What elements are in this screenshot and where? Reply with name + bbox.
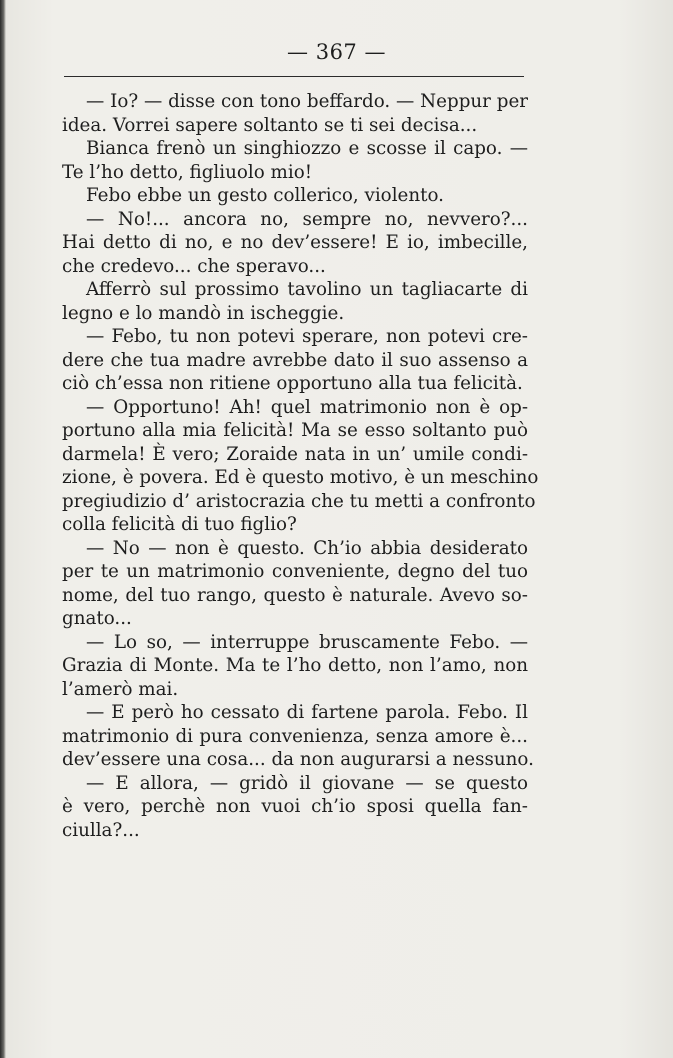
text-line: legno e lo mandò in ischeggie.	[62, 302, 345, 324]
text-line: — E allora, — gridò il giovane — se questo	[86, 772, 528, 794]
text-line: dev’essere una cosa... da non augurarsi a nessuno.	[62, 749, 534, 770]
text-line: — Opportuno! Ah! quel matrimonio non è op-	[86, 396, 528, 418]
text-line: Hai detto di no, e no dev’essere! E io, imbecille,	[62, 232, 528, 253]
text-line: ciò ch’essa non ritiene opportuno alla tua felicità.	[62, 373, 523, 394]
text-line: Afferrò sul prossimo tavolino un tagliacarte di	[86, 279, 528, 300]
text-line: che credevo... che speravo...	[62, 255, 326, 277]
text-line: ciulla?...	[62, 819, 140, 841]
text-line: portuno alla mia felicità! Ma se esso soltanto può	[62, 420, 528, 441]
text-line: per te un matrimonio conveniente, degno del tuo	[62, 561, 528, 582]
body-text	[62, 90, 539, 842]
text-line: nome, del tuo rango, questo è naturale. Avevo so-	[62, 584, 528, 606]
header-rule	[64, 76, 524, 77]
text-line: — No — non è questo. Ch’io abbia desiderato	[86, 537, 528, 559]
text-line: — No!... ancora no, sempre no, nevvero?...	[86, 208, 528, 230]
text-line: colla felicità di tuo figlio?	[62, 514, 297, 535]
page-number: — 367 —	[287, 40, 386, 64]
text-line: è vero, perchè non vuoi ch’io sposi quella fan-	[62, 796, 528, 817]
text-line: l’amerò mai.	[62, 678, 179, 700]
text-line: — Io? — disse con tono beffardo. — Neppur per	[86, 91, 528, 112]
text-line: darmela! È vero; Zoraide nata in un’ umile condi-	[62, 443, 528, 465]
text-line: Te l’ho detto, figliuolo mio!	[62, 161, 313, 183]
text-line: zione, è povera. Ed è questo motivo, è un meschino	[62, 467, 539, 488]
text-line: Grazia di Monte. Ma te l’ho detto, non l’amo, non	[62, 655, 528, 676]
text-line: pregiudizio d’ aristocrazia che tu metti a confronto	[62, 490, 536, 512]
text-line: — Lo so, — interruppe bruscamente Febo. —	[86, 631, 528, 653]
text-line: idea. Vorrei sapere soltanto se ti sei decisa...	[62, 114, 478, 136]
text-line: dere che tua madre avrebbe dato il suo assenso a	[62, 349, 528, 371]
text-line: Febo ebbe un gesto collerico, violento.	[86, 185, 444, 206]
text-line: — E però ho cessato di fartene parola. Febo. Il	[86, 702, 528, 723]
text-line: gnato...	[62, 608, 132, 629]
text-line: — Febo, tu non potevi sperare, non potevi cre-	[86, 326, 528, 347]
text-line: matrimonio di pura convenienza, senza amore è...	[62, 725, 528, 747]
page-binding-edge	[0, 0, 6, 1058]
text-line: Bianca frenò un singhiozzo e scosse il capo. —	[86, 138, 528, 159]
